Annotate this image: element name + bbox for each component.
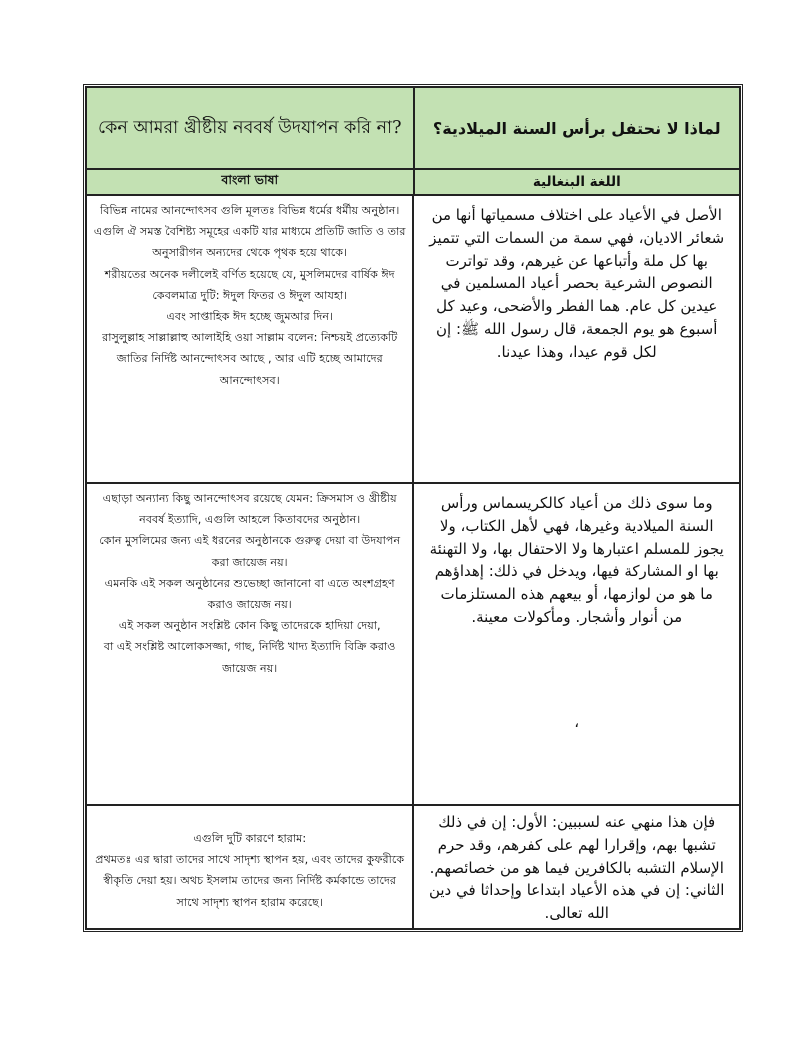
bengali-title: কেন আমরা খ্রীষ্টীয় নববর্ষ উদযাপন করি না?	[86, 87, 414, 169]
paragraph: শরীয়তের অনেক দলীলেই বর্ণিত হয়েছে যে, মুসলিমদের বার্ষিক ঈদ কেবলমাত্র দুটি: ঈদুল ফিতর ও ঈদুল আযহা।	[104, 267, 395, 302]
paragraph: وما سوى ذلك من أعياد كالكريسماس ورأس السنة الميلادية وغيرها، فهي لأهل الكتاب، ولا يجوز للمسلم اعتبارها ولا الاحتفال بها، ولا التهنئة بها او المشاركة فيها، ويدخل في ذلك: إهداؤهم ما هو من لوازمها، أو بيعهم هذه المستلزمات من أنوار وأشجار. ومأكولات معينة.	[429, 494, 724, 626]
arabic-text-1	[413, 195, 740, 483]
paragraph: এগুলি ঐ সমস্ত বৈশিষ্ট্য সমূহের একটি যার মাধ্যমে প্রতিটি জাতি ও তার অনুসারীগন অন্যদের থেকে পৃথক হয়ে থাকে।	[93, 225, 406, 260]
bilingual-table	[83, 84, 743, 932]
bengali-text-3	[86, 805, 413, 929]
paragraph: বিভিন্ন নামের আনন্দোৎসব গুলি মূলতঃ বিভিন্ন ধর্মের ধর্মীয় অনুষ্ঠান।	[100, 204, 400, 217]
bengali-language-label: বাংলা ভাষা	[86, 169, 414, 195]
content-row-3	[86, 805, 740, 929]
paragraph: এবং সাপ্তাহিক ঈদ হচ্ছে জুমআর দিন।	[166, 310, 334, 324]
language-label-row	[86, 169, 740, 195]
paragraph: এই সকল অনুষ্ঠান সংশ্লিষ্ট কোন কিছু তাদেরকে হাদিয়া দেয়া,	[118, 619, 381, 633]
arabic-comma: ،	[574, 712, 580, 731]
paragraph: প্রথমতঃ এর দ্বারা তাদের সাথে সাদৃশ্য স্থাপন হয়, এবং তাদের কুফরীকে স্বীকৃতি দেয়া হয়। অথচ ইসলাম তাদের জন্য নির্দিষ্ট কর্মকান্ডে তাদের সাথে সাদৃশ্য স্থাপন হারাম করেছে।	[95, 853, 405, 909]
arabic-text-2	[413, 483, 740, 805]
paragraph: الأصل في الأعياد على اختلاف مسمياتها أنها من شعائر الاديان، فهي سمة من السمات التي تتميز بها كل ملة وأتباعها عن غيرهم، وقد تواترت النصوص الشرعية بحصر أعياد المسلمين في عيدين كل عام. هما الفطر والأضحى، وعيد كل أسبوع هو يوم الجمعة، قال رسول الله ﷺ: إن لكل قوم عيدا، وهذا عيدنا.	[429, 206, 725, 361]
paragraph: فإن هذا منهي عنه لسببين: الأول: إن في ذلك تشبها بهم، وإقرارا لهم على كفرهم، وقد حرم الإسلام التشبه بالكافرين فيما هو من خصائصهم. الثاني: إن في هذه الأعياد ابتداعا وإحداثا في دين الله تعالى.	[428, 813, 725, 923]
content-row-1	[86, 195, 740, 483]
paragraph: বা এই সংশ্লিষ্ট আলোকসজ্জা, গাছ, নির্দিষ্ট খাদ্য ইত্যাদি বিক্রি করাও জায়েজ নয়।	[103, 640, 396, 675]
content-row-2	[86, 483, 740, 805]
paragraph: এগুলি দুটি কারণে হারাম:	[193, 832, 307, 845]
arabic-language-label: اللغة البنغالية	[414, 169, 741, 195]
title-row	[86, 87, 740, 169]
bengali-text-1	[86, 195, 413, 483]
arabic-title: لماذا لا نحتفل برأس السنة الميلادية؟	[414, 87, 741, 169]
paragraph: এমনকি এই সকল অনুষ্ঠানের শুভেচ্ছা জানানো বা এতে অংশগ্রহণ করাও জায়েজ নয়।	[104, 576, 395, 612]
paragraph: এছাড়া অন্যান্য কিছু আনন্দোৎসব রয়েছে যেমন: ক্রিসমাস ও খ্রীষ্টীয় নববর্ষ ইত্যাদি, এগুলি আহলে কিতাবদের অনুষ্ঠান।	[102, 492, 397, 527]
bengali-text-2	[86, 483, 413, 805]
arabic-text-3	[413, 805, 740, 929]
paragraph: রাসুলুল্লাহ সাল্লাল্লাহু আলাইহি ওয়া সাল্লাম বলেন: নিশ্চয়ই প্রত্যেকটি জাতির নির্দিষ্ট আনন্দোৎসব আছে , আর এটি হচ্ছে আমাদের আনন্দোৎসব।	[102, 331, 398, 387]
paragraph: কোন মুসলিমের জন্য এই ধরনের অনুষ্ঠানকে গুরুত্ব দেয়া বা উদযাপন করা জায়েজ নয়।	[99, 534, 401, 569]
